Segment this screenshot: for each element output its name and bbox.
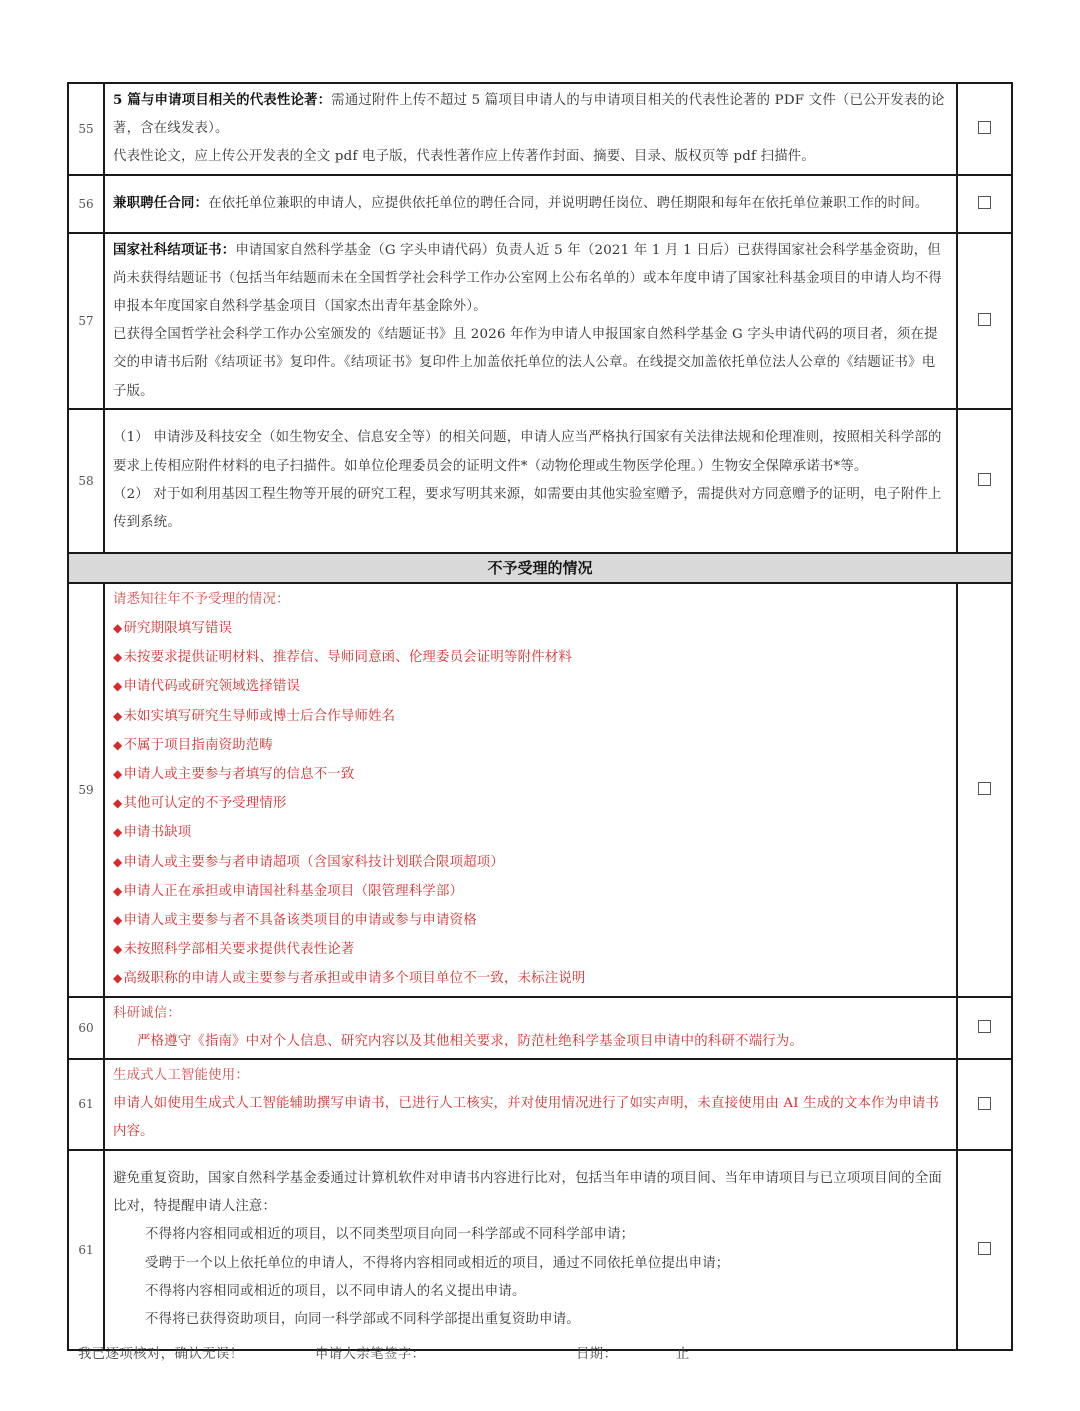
content-line [113, 424, 948, 480]
checkbox-cell [957, 175, 1012, 233]
row-number: 55 [68, 83, 104, 175]
checkbox[interactable] [978, 1242, 991, 1255]
content-line [113, 481, 948, 537]
checkbox[interactable] [978, 121, 991, 134]
rejection-item [113, 818, 948, 847]
rejection-item [113, 672, 948, 701]
checkbox-cell [957, 1059, 1012, 1150]
row-number: 58 [68, 409, 104, 553]
date-value: 止 [676, 1347, 690, 1362]
rejection-item-text: 高级职称的申请人或主要参与者承担或申请多个项目单位不一致，未标注说明 [123, 971, 586, 987]
diamond-bullet-icon: ◆ [113, 883, 123, 898]
checkbox[interactable] [978, 1097, 991, 1110]
content-line [113, 236, 948, 322]
item-title: 5 篇与申请项目相关的代表性论著： [113, 92, 332, 108]
signature-label: 申请人亲笔签字： [315, 1347, 426, 1362]
row-number: 60 [68, 997, 104, 1059]
table-row [68, 175, 1012, 233]
content-line [113, 321, 948, 406]
row-number: 56 [68, 175, 104, 233]
rejection-item [113, 906, 948, 935]
item-text: 代表性论文，应上传公开发表的全文 pdf 电子版，代表性著作应上传著作封面、摘要、目录、版权页等 pdf 扫描件。 [113, 149, 815, 165]
rejection-item [113, 614, 948, 643]
item-title: 生成式人工智能使用： [113, 1068, 249, 1084]
rejection-item [113, 877, 948, 906]
checkbox-cell [957, 83, 1012, 175]
list-item: 受聘于一个以上依托单位的申请人，不得将内容相同或相近的项目，通过不同依托单位提出申请； [145, 1255, 730, 1271]
rejection-item [113, 760, 948, 789]
rejection-item-text: 申请代码或研究领域选择错误 [123, 679, 301, 695]
table-row [68, 83, 1012, 175]
item-title: 国家社科结项证书： [113, 241, 236, 258]
section-header-row [68, 553, 1012, 583]
row-content [104, 233, 957, 409]
item-text: 已获得全国哲学社会科学工作办公室颁发的《结题证书》且 2026 年作为申请人申报国家自然科学基金 G 字头申请代码的项目者，须在提交的申请书后附《结项证书》复印件。《结项证书》复印件上加盖依托单位的法人公章。在线提交加盖依托单位法人公章的《结题证书》电子版。 [113, 327, 938, 399]
table-row [68, 409, 1012, 553]
rejection-item [113, 643, 948, 672]
item-text: 申请人如使用生成式人工智能辅助撰写申请书，已进行人工核实，并对使用情况进行了如实声明，未直接使用由 AI 生成的文本作为申请书内容。 [113, 1096, 940, 1140]
row-content [104, 1150, 957, 1350]
diamond-bullet-icon: ◆ [113, 708, 123, 723]
checkbox-cell [957, 409, 1012, 553]
diamond-bullet-icon: ◆ [113, 971, 123, 986]
rejection-item-text: 不属于项目指南资助范畴 [123, 737, 273, 753]
checkbox[interactable] [978, 782, 991, 795]
date-label: 日期： [576, 1347, 618, 1362]
diamond-bullet-icon: ◆ [113, 767, 123, 782]
diamond-bullet-icon: ◆ [113, 796, 123, 811]
item-text: （1） 申请涉及科技安全（如生物安全、信息安全等）的相关问题，申请人应当严格执行国家有关法律法规和伦理准则，按照相关科学部的要求上传相应附件材料的电子扫描件。如单位伦理委员会的证明文件*（动物伦理或生物医学伦理。）生物安全保障承诺书*等。 [113, 430, 942, 474]
diamond-bullet-icon: ◆ [113, 942, 123, 957]
list-item: 不得将已获得资助项目，向同一科学部或不同科学部提出重复资助申请。 [145, 1312, 580, 1328]
table-row [68, 997, 1012, 1059]
table-row [68, 1150, 1012, 1350]
item-text: 需通过附件上传不超过 5 篇项目申请人的与申请项目相关的代表性论著的 PDF 文件（已公开发表的论著，含在线发表）。 [113, 93, 945, 137]
row-content [104, 583, 957, 997]
rejection-item-text: 申请人或主要参与者申请超项（含国家科技计划联合限项超项） [123, 854, 504, 870]
checkbox-cell [957, 583, 1012, 997]
checkbox[interactable] [978, 473, 991, 486]
content-line [113, 143, 948, 171]
rejection-item-text: 未按照科学部相关要求提供代表性论著 [123, 942, 355, 958]
table-row [68, 1059, 1012, 1150]
diamond-bullet-icon: ◆ [113, 679, 123, 694]
row-content [104, 175, 957, 233]
checkbox-cell [957, 1150, 1012, 1350]
checkbox[interactable] [978, 1020, 991, 1033]
rejection-list [113, 614, 948, 994]
row-content [104, 1059, 957, 1150]
checkbox-cell [957, 233, 1012, 409]
row-content [104, 409, 957, 553]
rejection-item [113, 702, 948, 731]
rejection-item [113, 731, 948, 760]
rejection-item [113, 848, 948, 877]
rejection-item [113, 789, 948, 818]
diamond-bullet-icon: ◆ [113, 621, 123, 636]
rejection-item-text: 申请人或主要参与者不具备该类项目的申请或参与申请资格 [123, 913, 477, 929]
item-title: 科研诚信： [113, 1005, 181, 1021]
rejection-item-text: 研究期限填写错误 [123, 621, 233, 637]
rejection-item-text: 申请人正在承担或申请国社科基金项目（限管理科学部） [123, 883, 464, 899]
item-text: 在依托单位兼职的申请人，应提供依托单位的聘任合同，并说明聘任岗位、聘任期限和每年在依托单位兼职工作的时间。 [208, 196, 929, 211]
checkbox[interactable] [978, 313, 991, 326]
list-item: 不得将内容相同或相近的项目，以不同申请人的名义提出申请。 [145, 1283, 526, 1299]
diamond-bullet-icon: ◆ [113, 737, 123, 752]
table-row [68, 583, 1012, 997]
list-heading: 请悉知往年不予受理的情况： [113, 591, 290, 607]
checklist-sheet [67, 82, 1013, 1351]
row-content [104, 83, 957, 175]
rejection-item-text: 其他可认定的不予受理情形 [123, 796, 287, 812]
checklist-table [67, 82, 1013, 1351]
diamond-bullet-icon: ◆ [113, 825, 123, 840]
row-number: 61 [68, 1150, 104, 1350]
rejection-item [113, 935, 948, 964]
rejection-item-text: 申请书缺项 [123, 825, 192, 841]
rejection-item-text: 申请人或主要参与者填写的信息不一致 [123, 767, 355, 783]
diamond-bullet-icon: ◆ [113, 913, 123, 928]
diamond-bullet-icon: ◆ [113, 854, 123, 869]
list-item: 不得将内容相同或相近的项目，以不同类型项目向同一科学部或不同科学部申请； [145, 1227, 635, 1243]
checkbox[interactable] [978, 196, 991, 209]
item-title: 兼职聘任合同： [113, 195, 209, 211]
item-text: 严格遵守《指南》中对个人信息、研究内容以及其他相关要求，防范杜绝科学基金项目申请中的科研不端行为。 [137, 1033, 803, 1049]
content-line [113, 189, 948, 218]
diamond-bullet-icon: ◆ [113, 650, 123, 665]
rejection-item-text: 未按要求提供证明材料、推荐信、导师同意函、伦理委员会证明等附件材料 [123, 650, 572, 666]
checkbox-cell [957, 997, 1012, 1059]
rejection-item [113, 964, 948, 993]
table-row [68, 233, 1012, 409]
row-content [104, 997, 957, 1059]
row-number: 57 [68, 233, 104, 409]
row-number: 59 [68, 583, 104, 997]
item-text: （2） 对于如利用基因工程生物等开展的研究工程，要求写明其来源，如需要由其他实验室赠予，需提供对方同意赠予的证明，电子附件上传到系统。 [113, 486, 942, 531]
item-text: 申请国家自然科学基金（G 字头申请代码）负责人近 5 年（2021 年 1 月 1 日后）已获得国家社会科学基金资助，但尚未获得结题证书（包括当年结题而未在全国哲学社会科学工作办公室网上公布名单的）或本年度申请了国家社科基金项目的申请人均不得申报本年度国家自然科学基金项目（国家杰出青年基金除外）。 [113, 242, 943, 315]
row-number: 61 [68, 1059, 104, 1150]
rejection-item-text: 未如实填写研究生导师或博士后合作导师姓名 [123, 708, 396, 724]
section-header: 不予受理的情况 [68, 553, 1012, 583]
item-text: 避免重复资助，国家自然科学基金委通过计算机软件对申请书内容进行比对，包括当年申请的项目间、当年申请项目与已立项项目间的全面比对，特提醒申请人注意： [113, 1171, 943, 1215]
content-line [113, 86, 948, 143]
confirm-statement: 我已逐项核对，确认无误！ [78, 1347, 244, 1362]
